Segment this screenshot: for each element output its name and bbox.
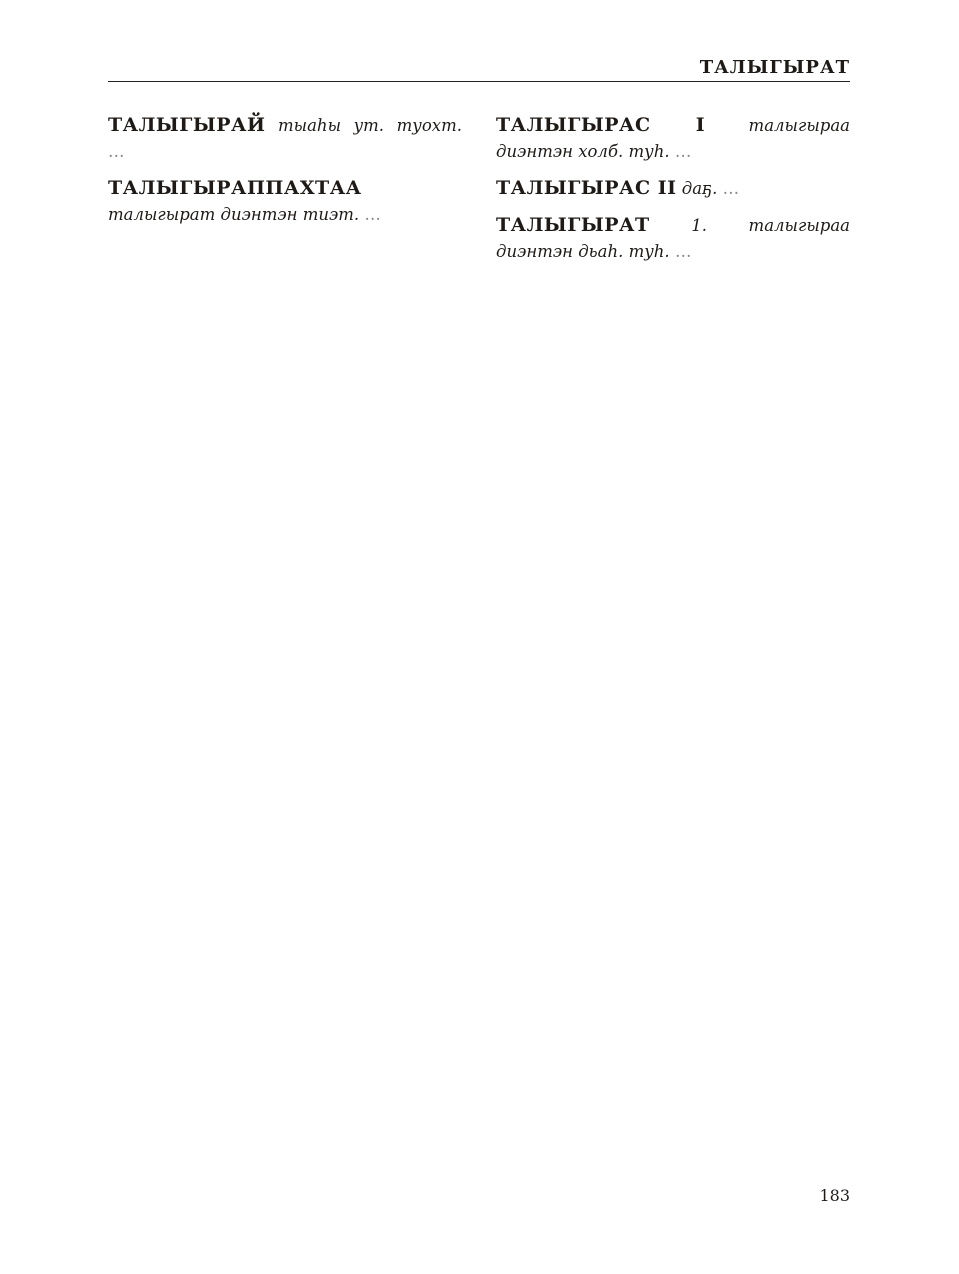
elided-text: …	[674, 242, 695, 261]
elided-text: …	[108, 142, 128, 161]
header-title: ТАЛЫГЫРАТ	[699, 57, 850, 78]
entry	[496, 112, 850, 165]
entry-fragment: 1. талыгыраа диэнтэн дьаһ. туһ.	[496, 216, 850, 261]
entry	[108, 175, 462, 228]
headword: ТАЛЫГЫРАТ	[496, 214, 650, 236]
entry-fragment: даҕ.	[681, 179, 718, 198]
headword: ТАЛЫГЫРАС II	[496, 177, 677, 199]
elided-text: …	[364, 205, 384, 224]
running-header	[108, 55, 850, 82]
entry	[496, 175, 850, 202]
entry-fragment: тыаһы ут. туохт.	[278, 116, 462, 135]
page-number: 183	[819, 1186, 850, 1205]
headword: ТАЛЫГЫРАЙ	[108, 114, 266, 136]
entry-fragment: талыгырат диэнтэн тиэт.	[108, 205, 360, 224]
headword: ТАЛЫГЫРАППАХТАА	[108, 177, 362, 199]
entry-fragment: талыгыраа диэнтэн холб. туһ.	[496, 116, 850, 161]
elided-text: …	[674, 142, 695, 161]
headword: ТАЛЫГЫРАС I	[496, 114, 706, 136]
right-column	[496, 112, 850, 275]
entry	[108, 112, 462, 165]
elided-text: …	[722, 179, 743, 198]
entry	[496, 212, 850, 265]
left-column	[108, 112, 462, 238]
